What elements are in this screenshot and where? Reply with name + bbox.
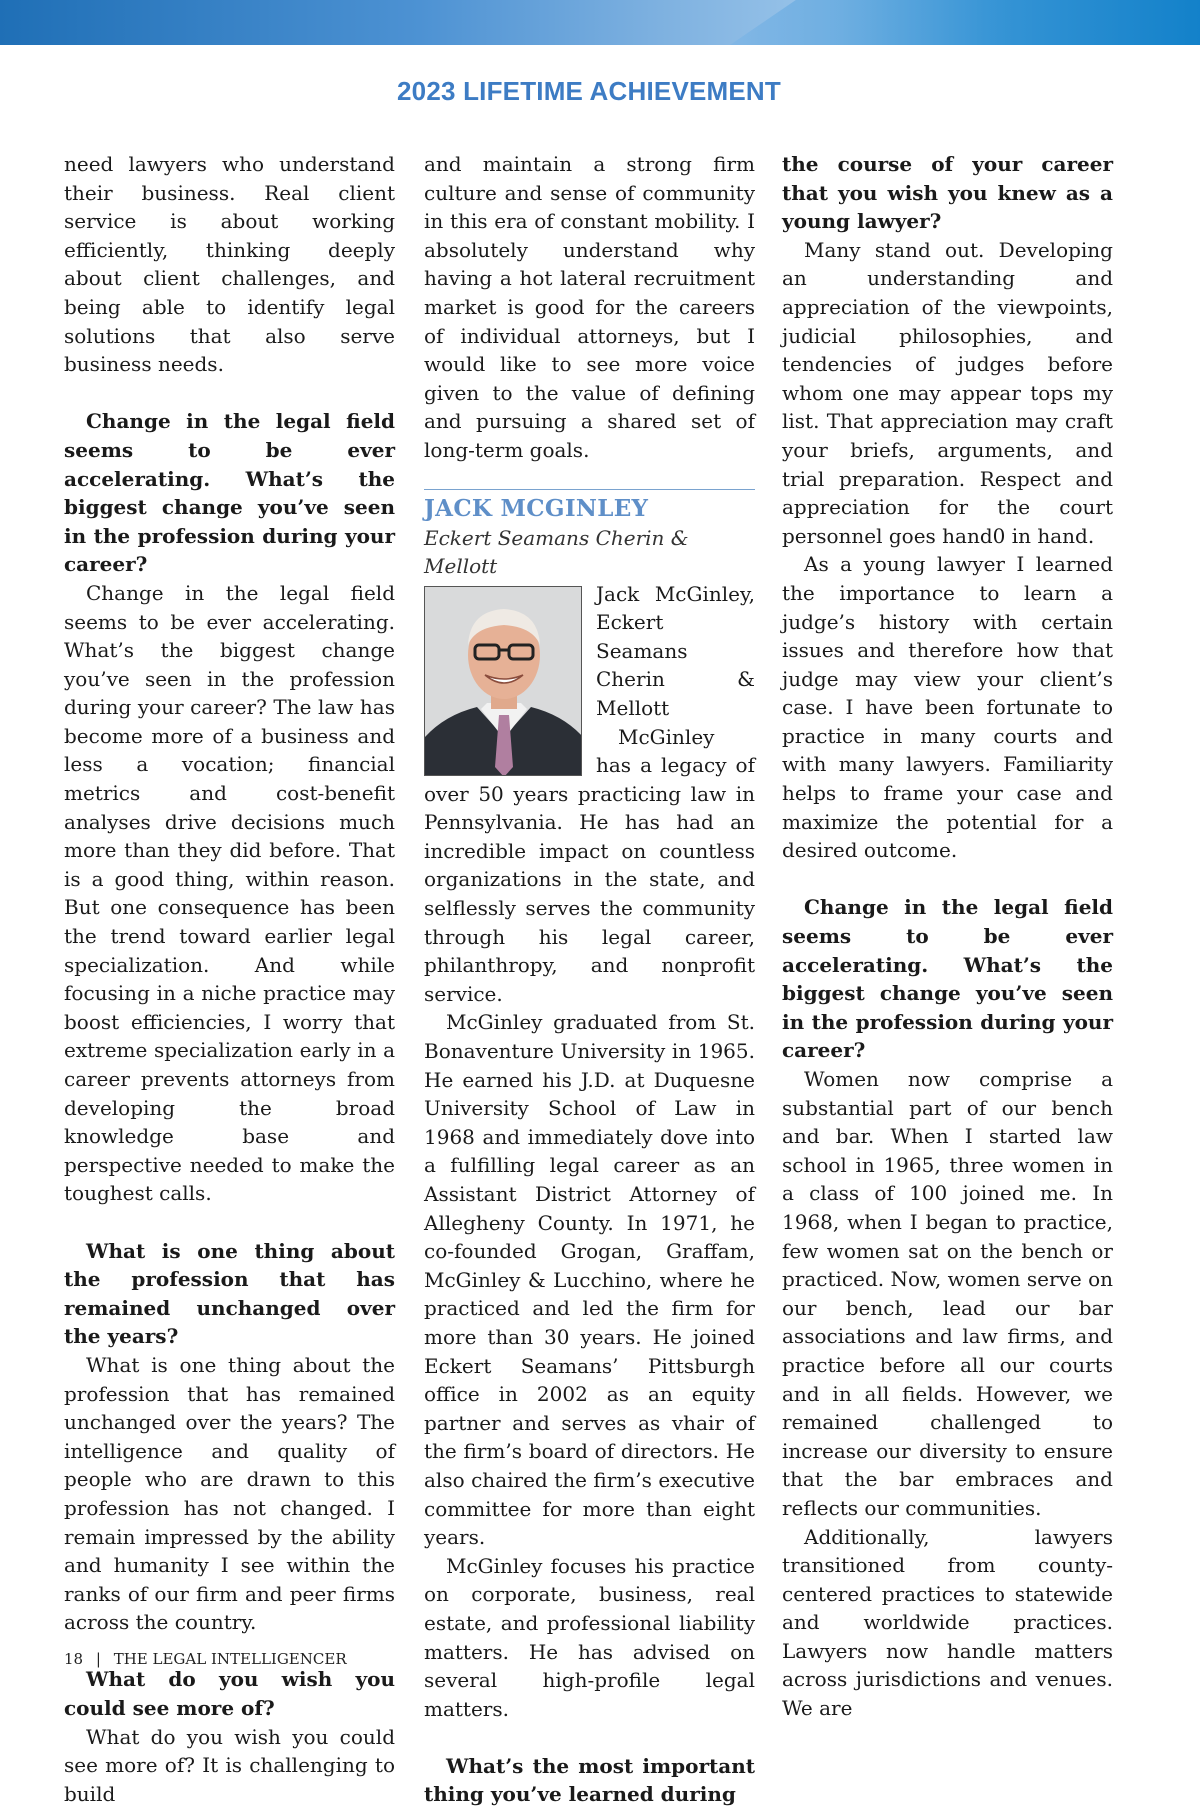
paragraph: McGinley graduated from St. Bonaventure University in 1965. He earned his J.D. at Duquesne University School of Law in 1968 and immediately dove into a fulfilling legal career as an Assistant District Attorney of Allegheny County. In 1971, he co-founded Grogan, Graffam, McGinley & Lucchino, where he practiced and led the firm for more than 30 years. He joined Eckert Seamans’ Pittsburgh office in 2002 as an equity partner and serves as vhair of the firm’s board of directors. He also chaired the firm’s executive committee for more than eight years. bbox=[424, 1010, 755, 1550]
paragraph: and maintain a strong firm culture and sense of community in this era of constant mobility. I absolutely understand why having a hot lateral recruitment market is good for the careers of individual attorneys, but I would like to see more voice given to the value of defining and pursuing a shared set of long-term goals. bbox=[424, 152, 755, 462]
question-heading: Change in the legal field seems to be ever accelerating. What’s the biggest change you’ve seen in the profession during your career? bbox=[782, 895, 1113, 1063]
page-title: 2023 LIFETIME ACHIEVEMENT bbox=[397, 76, 781, 106]
paragraph: McGinley focuses his practice on corporate, business, real estate, and professional liability matters. He has advised on several high-profile legal matters. bbox=[424, 1553, 755, 1721]
profile-photo bbox=[424, 586, 582, 776]
paragraph: need lawyers who understand their business. Real client service is about working efficiently, thinking deeply about client challenges, and being able to identify legal solutions that also serve business needs. bbox=[64, 152, 395, 377]
paragraph: McGinley has a legacy of over 50 years practicing law in Pennsylvania. He has had an incredible impact on countless organizations in the state, and selflessly serves the community through his legal career, philanthropy, and nonprofit service. bbox=[424, 724, 755, 1006]
header-banner-tab bbox=[730, 0, 1200, 45]
page-footer bbox=[64, 1650, 347, 1668]
publication-name: THE LEGAL INTELLIGENCER bbox=[113, 1650, 347, 1668]
column-2 bbox=[424, 150, 755, 1809]
page-number: 18 bbox=[64, 1650, 84, 1668]
paragraph: What do you wish you could see more of? It is challenging to build bbox=[64, 1724, 395, 1806]
question-heading: What is one thing about the profession that has remained unchanged over the years? bbox=[64, 1238, 395, 1349]
question-heading: What’s the most important thing you’ve learned during bbox=[424, 1753, 755, 1807]
paragraph: Many stand out. Developing an understanding and appreciation of the viewpoints, judicial philosophies, and tendencies of judges before whom one may appear tops my list. That appreciation may craft your briefs, arguments, and trial preparation. Respect and appreciation for the court personnel goes hand0 in hand. bbox=[782, 237, 1113, 548]
question-heading: What do you wish you could see more of? bbox=[64, 1667, 395, 1721]
question-heading: the course of your career that you wish you knew as a young lawyer? bbox=[782, 152, 1113, 234]
paragraph: Change in the legal field seems to be ever accelerating. What’s the biggest change you’ve seen in the profession during your career? The law has become more of a business and less a vocation; financial metrics and cost-benefit analyses drive decisions much more than they did before. That is a good thing, within reason. But one consequence has been the trend toward earlier legal specialization. And while focusing in a niche practice may boost efficiencies, I worry that extreme specialization early in a career prevents attorneys from developing the broad knowledge base and perspective needed to make the toughest calls. bbox=[64, 580, 395, 1206]
paragraph: Women now comprise a substantial part of our bench and bar. When I started law school in 1965, three women in a class of 100 joined me. In 1968, when I began to practice, few women sat on the bench or practiced. Now, women serve on our bench, lead our bar associations and law firms, and practice before all our courts and in all fields. However, we remained challenged to increase our diversity to ensure that the bar embraces and reflects our communities. bbox=[782, 1067, 1113, 1520]
paragraph: Additionally, lawyers transitioned from county-centered practices to statewide and worldwide practices. Lawyers now handle matters across jurisdictions and venues. We are bbox=[782, 1524, 1113, 1721]
column-3 bbox=[782, 150, 1113, 1723]
photo-caption: Jack McGinley, Eckert Seamans Cherin & Mellott bbox=[596, 581, 755, 720]
footer-separator: | bbox=[95, 1650, 101, 1668]
section-divider bbox=[424, 489, 755, 490]
column-1 bbox=[64, 150, 395, 1808]
header-banner bbox=[0, 0, 1200, 45]
paragraph: What is one thing about the profession that has remained unchanged over the years? The intelligence and quality of people who are drawn to this profession has not changed. I remain impressed by the ability and humanity I see within the ranks of our firm and peer firms across the country. bbox=[64, 1352, 395, 1635]
profile-firm: Eckert Seamans Cherin & Mellott bbox=[424, 525, 689, 578]
profile-name: JACK MCGINLEY bbox=[424, 494, 649, 522]
question-heading: Change in the legal field seems to be ever accelerating. What’s the biggest change you’ve seen in the profession during your career? bbox=[64, 409, 395, 577]
paragraph: As a young lawyer I learned the importance to learn a judge’s history with certain issues and therefore how that judge may view your client’s case. I have been fortunate to practice in many courts and with many lawyers. Familiarity helps to frame your case and maximize the potential for a desired outcome. bbox=[782, 552, 1113, 863]
portrait-image bbox=[425, 587, 582, 776]
